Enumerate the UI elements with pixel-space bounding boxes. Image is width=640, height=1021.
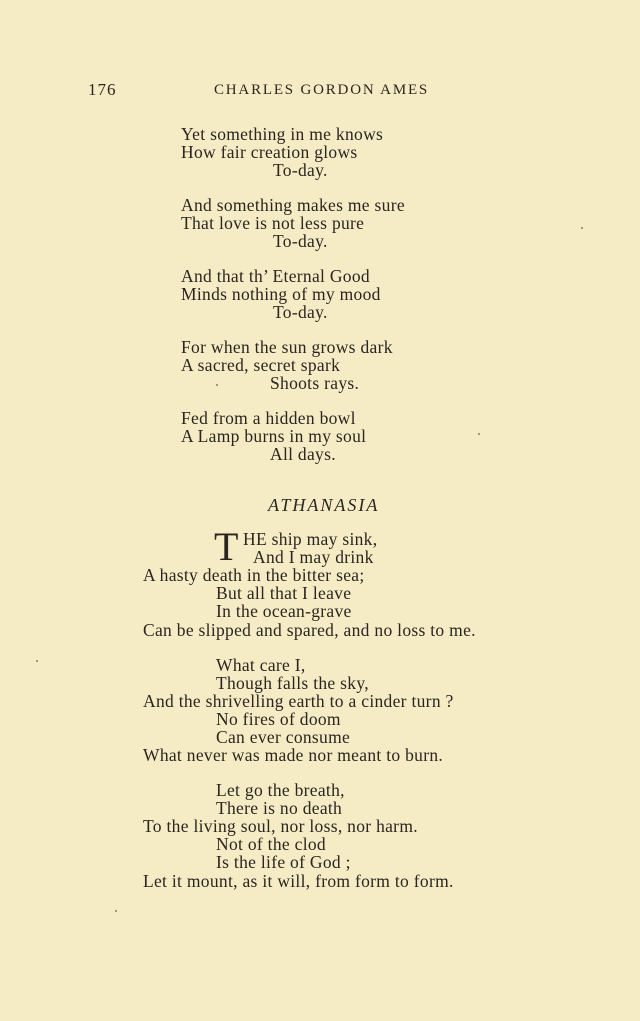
running-head: CHARLES GORDON AMES xyxy=(214,82,430,98)
poem-line: For when the sun grows dark xyxy=(181,337,393,357)
poem-line: Yet something in me knows xyxy=(181,124,384,144)
poem-line: To the living soul, nor loss, nor harm. xyxy=(143,816,418,836)
paper-speck xyxy=(115,910,117,912)
poem-line: To-day. xyxy=(273,302,328,322)
paper-speck xyxy=(216,384,218,386)
paper-speck xyxy=(478,433,480,435)
poem-line: And that th’ Eternal Good xyxy=(181,266,370,286)
poem-line: Let it mount, as it will, from form to form. xyxy=(143,871,454,891)
poem-line: No fires of doom xyxy=(216,709,341,729)
poem-line: HE ship may sink, xyxy=(243,529,378,549)
poem-line: And something makes me sure xyxy=(181,195,405,215)
poem-line: How fair creation glows xyxy=(181,142,358,162)
poem-line: A hasty death in the bitter sea; xyxy=(143,565,365,585)
poem-line: Can be slipped and spared, and no loss to me. xyxy=(143,620,476,640)
poem-line: Though falls the sky, xyxy=(216,673,369,693)
paper-speck xyxy=(36,660,38,662)
poem-line: Can ever consume xyxy=(216,727,351,747)
poem-title: ATHANASIA xyxy=(268,495,380,515)
poem-line: There is no death xyxy=(216,798,343,818)
poem-line: Is the life of God ; xyxy=(216,852,351,872)
drop-cap: T xyxy=(214,524,239,569)
poem-line: Fed from a hidden bowl xyxy=(181,408,356,428)
poem-line: Minds nothing of my mood xyxy=(181,284,381,304)
poem-line: But all that I leave xyxy=(216,583,352,603)
poem-line: What never was made nor meant to burn. xyxy=(143,745,444,765)
poem-line: What care I, xyxy=(216,655,306,675)
poem-line: To-day. xyxy=(273,160,328,180)
page-header xyxy=(0,80,640,104)
page-number: 176 xyxy=(88,80,117,99)
poem-line: And the shrivelling earth to a cinder turn ? xyxy=(143,691,454,711)
poem-line: Shoots rays. xyxy=(270,373,360,393)
poem-line: All days. xyxy=(270,444,336,464)
poem-line: A Lamp burns in my soul xyxy=(181,426,367,446)
poem-line: In the ocean-grave xyxy=(216,601,352,621)
poem-line: To-day. xyxy=(273,231,328,251)
poem-line: And I may drink xyxy=(253,547,374,567)
poem-line: Not of the clod xyxy=(216,834,326,854)
poem-line: Let go the breath, xyxy=(216,780,345,800)
poem-line: A sacred, secret spark xyxy=(181,355,341,375)
paper-speck xyxy=(581,227,583,229)
poem-line: That love is not less pure xyxy=(181,213,365,233)
